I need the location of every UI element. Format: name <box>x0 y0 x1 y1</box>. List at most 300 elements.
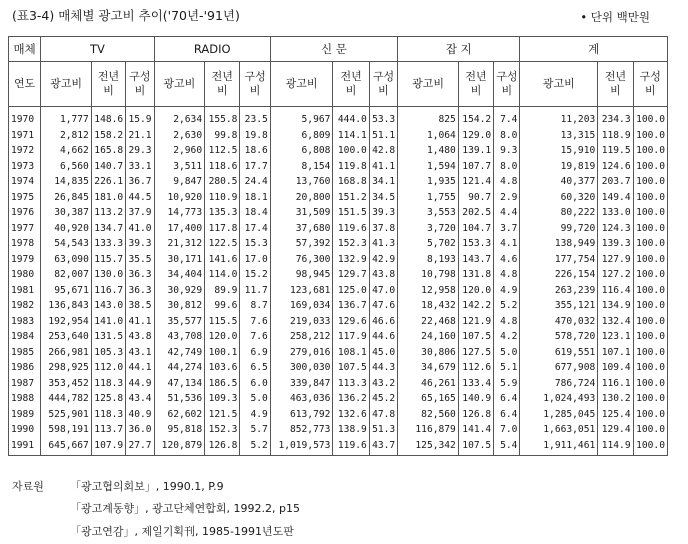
table-title: (표3-4) 매체별 광고비 추이('70년-'91년) <box>12 8 240 23</box>
value-cell: 110.9 <box>205 190 240 206</box>
value-cell: 44.1 <box>126 360 154 376</box>
value-cell: 234.3 <box>598 107 633 128</box>
value-cell: 118.6 <box>205 159 240 175</box>
value-cell: 8.7 <box>240 298 270 314</box>
value-cell: 8.0 <box>494 128 520 144</box>
value-cell: 100.1 <box>205 345 240 361</box>
value-cell: 44.9 <box>126 376 154 392</box>
value-cell: 113.3 <box>333 376 369 392</box>
year-cell: 1975 <box>9 190 41 206</box>
year-cell: 1981 <box>9 283 41 299</box>
value-cell: 119.6 <box>333 221 369 237</box>
value-cell: 141.6 <box>205 252 240 268</box>
sub-header: 광고비 <box>270 62 333 107</box>
value-cell: 20,800 <box>270 190 333 206</box>
value-cell: 1,480 <box>398 143 459 159</box>
value-cell: 4.9 <box>240 407 270 423</box>
value-cell: 23.5 <box>240 107 270 128</box>
table-row <box>9 107 668 128</box>
value-cell: 42.9 <box>369 252 397 268</box>
value-cell: 99.6 <box>205 298 240 314</box>
value-cell: 51,536 <box>154 391 205 407</box>
value-cell: 119.6 <box>333 438 369 456</box>
value-cell: 112.5 <box>205 143 240 159</box>
value-cell: 2,634 <box>154 107 205 128</box>
value-cell: 148.6 <box>91 107 125 128</box>
value-cell: 177,754 <box>520 252 598 268</box>
value-cell: 45.2 <box>369 391 397 407</box>
value-cell: 130.2 <box>598 391 633 407</box>
value-cell: 129.6 <box>333 314 369 330</box>
value-cell: 41.1 <box>126 314 154 330</box>
value-cell: 82,560 <box>398 407 459 423</box>
value-cell: 21,312 <box>154 236 205 252</box>
value-cell: 115.5 <box>205 314 240 330</box>
corner-media: 매체 <box>9 37 41 62</box>
table-row <box>9 190 668 206</box>
value-cell: 825 <box>398 107 459 128</box>
table-row <box>9 236 668 252</box>
value-cell: 279,016 <box>270 345 333 361</box>
table-body <box>9 107 668 456</box>
table-row <box>9 267 668 283</box>
value-cell: 122.5 <box>205 236 240 252</box>
value-cell: 619,551 <box>520 345 598 361</box>
year-cell: 1989 <box>9 407 41 423</box>
value-cell: 26,845 <box>41 190 92 206</box>
value-cell: 118.9 <box>598 128 633 144</box>
year-cell: 1978 <box>9 236 41 252</box>
value-cell: 104.7 <box>458 221 493 237</box>
sub-header: 구성비 <box>240 62 270 107</box>
value-cell: 41.1 <box>369 159 397 175</box>
value-cell: 14,773 <box>154 205 205 221</box>
value-cell: 168.8 <box>333 174 369 190</box>
sub-header: 광고비 <box>398 62 459 107</box>
sub-header: 전년비 <box>91 62 125 107</box>
value-cell: 141.0 <box>91 314 125 330</box>
value-cell: 126.8 <box>458 407 493 423</box>
value-cell: 100.0 <box>633 407 667 423</box>
value-cell: 21.1 <box>126 128 154 144</box>
value-cell: 136,843 <box>41 298 92 314</box>
year-cell: 1971 <box>9 128 41 144</box>
value-cell: 143.7 <box>458 252 493 268</box>
value-cell: 65,165 <box>398 391 459 407</box>
value-cell: 8,193 <box>398 252 459 268</box>
unit-note: • 단위 백만원 <box>580 10 650 24</box>
value-cell: 133.3 <box>91 236 125 252</box>
value-cell: 100.0 <box>633 298 667 314</box>
sub-header: 구성비 <box>494 62 520 107</box>
value-cell: 3,553 <box>398 205 459 221</box>
value-cell: 219,033 <box>270 314 333 330</box>
value-cell: 9,847 <box>154 174 205 190</box>
value-cell: 114.0 <box>205 267 240 283</box>
year-cell: 1970 <box>9 107 41 128</box>
value-cell: 100.0 <box>633 360 667 376</box>
value-cell: 5.4 <box>494 438 520 456</box>
value-cell: 116.4 <box>598 283 633 299</box>
value-cell: 57,392 <box>270 236 333 252</box>
value-cell: 143.0 <box>91 298 125 314</box>
value-cell: 40,377 <box>520 174 598 190</box>
value-cell: 130.0 <box>91 267 125 283</box>
value-cell: 39.3 <box>369 205 397 221</box>
value-cell: 44,274 <box>154 360 205 376</box>
value-cell: 134.7 <box>91 221 125 237</box>
corner-year: 연도 <box>9 62 41 107</box>
value-cell: 99.8 <box>205 128 240 144</box>
value-cell: 181.0 <box>91 190 125 206</box>
sub-header: 구성비 <box>369 62 397 107</box>
value-cell: 129.0 <box>458 128 493 144</box>
value-cell: 5.0 <box>240 391 270 407</box>
value-cell: 140.9 <box>458 391 493 407</box>
value-cell: 132.9 <box>333 252 369 268</box>
value-cell: 202.5 <box>458 205 493 221</box>
value-cell: 39.3 <box>126 236 154 252</box>
value-cell: 18,432 <box>398 298 459 314</box>
value-cell: 105.3 <box>91 345 125 361</box>
value-cell: 353,452 <box>41 376 92 392</box>
year-cell: 1973 <box>9 159 41 175</box>
value-cell: 100.0 <box>633 174 667 190</box>
value-cell: 852,773 <box>270 422 333 438</box>
value-cell: 125.0 <box>333 283 369 299</box>
value-cell: 13,760 <box>270 174 333 190</box>
value-cell: 2,812 <box>41 128 92 144</box>
table-row <box>9 329 668 345</box>
value-cell: 121.4 <box>458 174 493 190</box>
value-cell: 100.0 <box>633 376 667 392</box>
value-cell: 120.0 <box>205 329 240 345</box>
value-cell: 280.5 <box>205 174 240 190</box>
value-cell: 51.1 <box>369 128 397 144</box>
value-cell: 14,835 <box>41 174 92 190</box>
sub-header: 전년비 <box>205 62 240 107</box>
value-cell: 100.0 <box>633 159 667 175</box>
value-cell: 134.9 <box>598 298 633 314</box>
value-cell: 298,925 <box>41 360 92 376</box>
value-cell: 29.3 <box>126 143 154 159</box>
value-cell: 46.6 <box>369 314 397 330</box>
value-cell: 124.3 <box>598 221 633 237</box>
value-cell: 17.7 <box>240 159 270 175</box>
table-row <box>9 143 668 159</box>
value-cell: 114.1 <box>333 128 369 144</box>
sub-header: 광고비 <box>154 62 205 107</box>
value-cell: 11,203 <box>520 107 598 128</box>
sub-header: 광고비 <box>520 62 598 107</box>
value-cell: 1,935 <box>398 174 459 190</box>
value-cell: 444.0 <box>333 107 369 128</box>
sub-header: 광고비 <box>41 62 92 107</box>
value-cell: 1,285,045 <box>520 407 598 423</box>
year-cell: 1991 <box>9 438 41 456</box>
value-cell: 43.8 <box>126 329 154 345</box>
value-cell: 8.0 <box>494 159 520 175</box>
value-cell: 76,300 <box>270 252 333 268</box>
value-cell: 121.9 <box>458 314 493 330</box>
value-cell: 139.1 <box>458 143 493 159</box>
value-cell: 155.8 <box>205 107 240 128</box>
value-cell: 355,121 <box>520 298 598 314</box>
value-cell: 40.9 <box>126 407 154 423</box>
year-cell: 1985 <box>9 345 41 361</box>
value-cell: 226,154 <box>520 267 598 283</box>
group-header: 잡 지 <box>398 37 520 62</box>
value-cell: 42,749 <box>154 345 205 361</box>
value-cell: 30,929 <box>154 283 205 299</box>
value-cell: 47.6 <box>369 298 397 314</box>
value-cell: 54,543 <box>41 236 92 252</box>
value-cell: 11.7 <box>240 283 270 299</box>
value-cell: 6.9 <box>240 345 270 361</box>
value-cell: 31,509 <box>270 205 333 221</box>
value-cell: 132.6 <box>333 407 369 423</box>
value-cell: 17.4 <box>240 221 270 237</box>
value-cell: 36.3 <box>126 267 154 283</box>
value-cell: 100.0 <box>633 314 667 330</box>
value-cell: 258,212 <box>270 329 333 345</box>
value-cell: 103.6 <box>205 360 240 376</box>
table-row <box>9 376 668 392</box>
value-cell: 42.8 <box>369 143 397 159</box>
value-cell: 226.1 <box>91 174 125 190</box>
ad-spending-table <box>8 36 668 456</box>
value-cell: 10,920 <box>154 190 205 206</box>
value-cell: 4.1 <box>494 236 520 252</box>
value-cell: 1,024,493 <box>520 391 598 407</box>
value-cell: 5.2 <box>240 438 270 456</box>
value-cell: 677,908 <box>520 360 598 376</box>
value-cell: 89.9 <box>205 283 240 299</box>
value-cell: 203.7 <box>598 174 633 190</box>
value-cell: 47,134 <box>154 376 205 392</box>
value-cell: 158.2 <box>91 128 125 144</box>
value-cell: 120,879 <box>154 438 205 456</box>
table-row <box>9 314 668 330</box>
value-cell: 116.7 <box>91 283 125 299</box>
value-cell: 129.7 <box>333 267 369 283</box>
value-cell: 141.4 <box>458 422 493 438</box>
value-cell: 18.6 <box>240 143 270 159</box>
year-cell: 1977 <box>9 221 41 237</box>
value-cell: 107.5 <box>458 329 493 345</box>
value-cell: 100.0 <box>633 143 667 159</box>
value-cell: 15.2 <box>240 267 270 283</box>
value-cell: 263,239 <box>520 283 598 299</box>
value-cell: 127.9 <box>598 252 633 268</box>
value-cell: 43.1 <box>126 345 154 361</box>
value-cell: 107.7 <box>458 159 493 175</box>
value-cell: 43.2 <box>369 376 397 392</box>
value-cell: 44.3 <box>369 360 397 376</box>
value-cell: 107.1 <box>598 345 633 361</box>
group-header: TV <box>41 37 154 62</box>
value-cell: 45.0 <box>369 345 397 361</box>
value-cell: 4.6 <box>494 252 520 268</box>
value-cell: 133.4 <box>458 376 493 392</box>
value-cell: 24.4 <box>240 174 270 190</box>
value-cell: 35,577 <box>154 314 205 330</box>
value-cell: 1,911,461 <box>520 438 598 456</box>
value-cell: 136.2 <box>333 391 369 407</box>
value-cell: 4.8 <box>494 174 520 190</box>
sub-header: 구성비 <box>633 62 667 107</box>
value-cell: 152.3 <box>333 236 369 252</box>
value-cell: 46,261 <box>398 376 459 392</box>
value-cell: 100.0 <box>633 205 667 221</box>
value-cell: 100.0 <box>633 283 667 299</box>
year-cell: 1979 <box>9 252 41 268</box>
value-cell: 34.1 <box>369 174 397 190</box>
value-cell: 100.0 <box>633 190 667 206</box>
value-cell: 8,154 <box>270 159 333 175</box>
value-cell: 6.4 <box>494 391 520 407</box>
value-cell: 112.0 <box>91 360 125 376</box>
value-cell: 165.8 <box>91 143 125 159</box>
value-cell: 339,847 <box>270 376 333 392</box>
value-cell: 114.9 <box>598 438 633 456</box>
value-cell: 34,404 <box>154 267 205 283</box>
value-cell: 30,806 <box>398 345 459 361</box>
value-cell: 139.3 <box>598 236 633 252</box>
value-cell: 169,034 <box>270 298 333 314</box>
value-cell: 27.7 <box>126 438 154 456</box>
value-cell: 15,910 <box>520 143 598 159</box>
value-cell: 109.4 <box>598 360 633 376</box>
value-cell: 5,702 <box>398 236 459 252</box>
source-line <box>12 478 224 494</box>
sub-header: 전년비 <box>598 62 633 107</box>
value-cell: 33.1 <box>126 159 154 175</box>
value-cell: 142.2 <box>458 298 493 314</box>
value-cell: 131.8 <box>458 267 493 283</box>
value-cell: 43.7 <box>369 438 397 456</box>
value-cell: 140.7 <box>91 159 125 175</box>
value-cell: 44.5 <box>126 190 154 206</box>
value-cell: 1,594 <box>398 159 459 175</box>
value-cell: 1,755 <box>398 190 459 206</box>
value-cell: 95,671 <box>41 283 92 299</box>
value-cell: 6,808 <box>270 143 333 159</box>
value-cell: 107.9 <box>91 438 125 456</box>
value-cell: 253,640 <box>41 329 92 345</box>
value-cell: 15.9 <box>126 107 154 128</box>
value-cell: 125.8 <box>91 391 125 407</box>
value-cell: 119.8 <box>333 159 369 175</box>
value-cell: 98,945 <box>270 267 333 283</box>
value-cell: 7.6 <box>240 329 270 345</box>
value-cell: 123,681 <box>270 283 333 299</box>
value-cell: 112.6 <box>458 360 493 376</box>
value-cell: 136.7 <box>333 298 369 314</box>
value-cell: 4.9 <box>494 283 520 299</box>
source-label: 자료원 <box>12 480 44 493</box>
value-cell: 51.3 <box>369 422 397 438</box>
value-cell: 108.1 <box>333 345 369 361</box>
value-cell: 40,920 <box>41 221 92 237</box>
value-cell: 123.1 <box>598 329 633 345</box>
value-cell: 47.8 <box>369 407 397 423</box>
value-cell: 63,090 <box>41 252 92 268</box>
value-cell: 100.0 <box>633 236 667 252</box>
value-cell: 53.3 <box>369 107 397 128</box>
year-cell: 1982 <box>9 298 41 314</box>
year-cell: 1984 <box>9 329 41 345</box>
value-cell: 18.1 <box>240 190 270 206</box>
value-cell: 125,342 <box>398 438 459 456</box>
year-cell: 1983 <box>9 314 41 330</box>
table-row <box>9 128 668 144</box>
value-cell: 100.0 <box>633 128 667 144</box>
value-cell: 107.5 <box>458 438 493 456</box>
value-cell: 6.4 <box>494 407 520 423</box>
value-cell: 30,387 <box>41 205 92 221</box>
value-cell: 3,720 <box>398 221 459 237</box>
value-cell: 12,958 <box>398 283 459 299</box>
value-cell: 3.7 <box>494 221 520 237</box>
value-cell: 100.0 <box>633 267 667 283</box>
value-cell: 470,032 <box>520 314 598 330</box>
value-cell: 10,798 <box>398 267 459 283</box>
value-cell: 463,036 <box>270 391 333 407</box>
value-cell: 99,720 <box>520 221 598 237</box>
value-cell: 1,064 <box>398 128 459 144</box>
value-cell: 126.8 <box>205 438 240 456</box>
value-cell: 151.5 <box>333 205 369 221</box>
value-cell: 116,879 <box>398 422 459 438</box>
value-cell: 120.0 <box>458 283 493 299</box>
table-row <box>9 422 668 438</box>
value-cell: 60,320 <box>520 190 598 206</box>
value-cell: 645,667 <box>41 438 92 456</box>
value-cell: 2,960 <box>154 143 205 159</box>
value-cell: 43.8 <box>369 267 397 283</box>
group-header: RADIO <box>154 37 270 62</box>
value-cell: 6.5 <box>240 360 270 376</box>
value-cell: 4.8 <box>494 314 520 330</box>
value-cell: 13,315 <box>520 128 598 144</box>
value-cell: 2.9 <box>494 190 520 206</box>
value-cell: 82,007 <box>41 267 92 283</box>
sub-header: 전년비 <box>458 62 493 107</box>
table-row <box>9 283 668 299</box>
value-cell: 36.0 <box>126 422 154 438</box>
year-cell: 1976 <box>9 205 41 221</box>
value-cell: 100.0 <box>633 422 667 438</box>
value-cell: 30,812 <box>154 298 205 314</box>
value-cell: 6,560 <box>41 159 92 175</box>
year-cell: 1974 <box>9 174 41 190</box>
value-cell: 62,602 <box>154 407 205 423</box>
value-cell: 118.3 <box>91 407 125 423</box>
table-row <box>9 252 668 268</box>
value-cell: 138.9 <box>333 422 369 438</box>
value-cell: 117.9 <box>333 329 369 345</box>
value-cell: 3,511 <box>154 159 205 175</box>
value-cell: 80,222 <box>520 205 598 221</box>
value-cell: 127.5 <box>458 345 493 361</box>
value-cell: 116.1 <box>598 376 633 392</box>
value-cell: 5.1 <box>494 360 520 376</box>
value-cell: 113.7 <box>91 422 125 438</box>
value-cell: 151.2 <box>333 190 369 206</box>
value-cell: 578,720 <box>520 329 598 345</box>
value-cell: 125.4 <box>598 407 633 423</box>
